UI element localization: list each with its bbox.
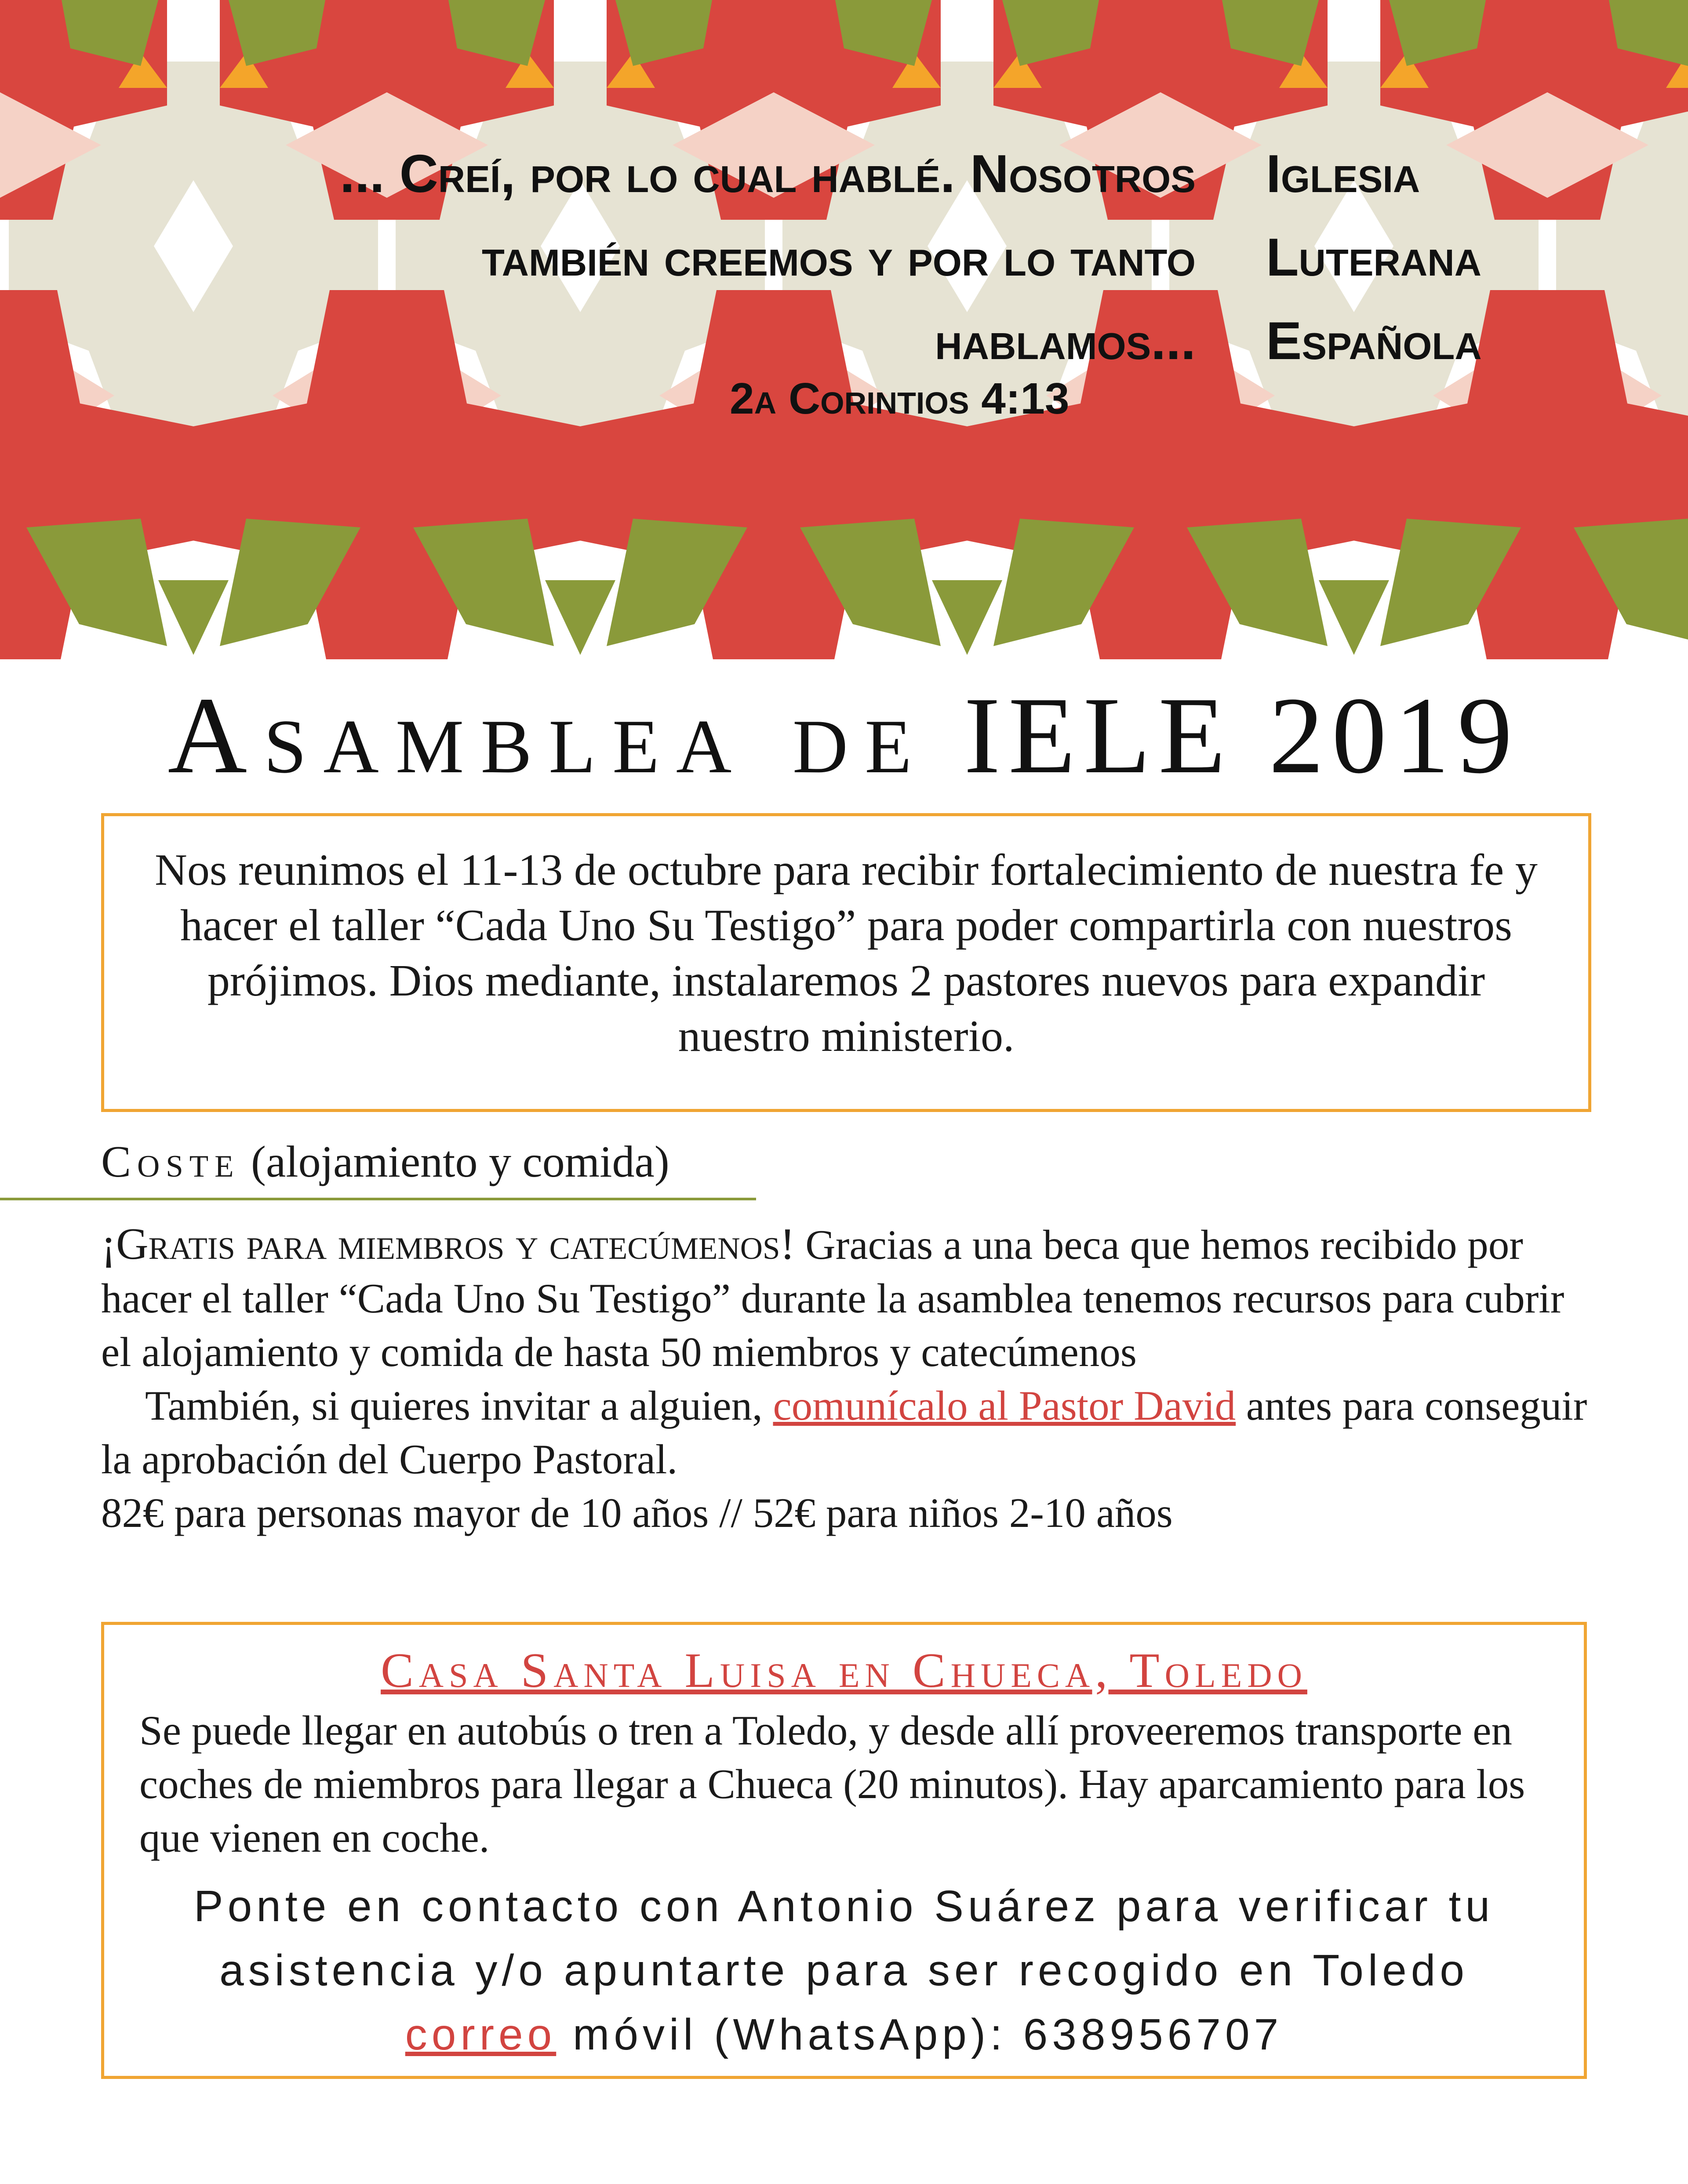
- coste-label: Coste: [101, 1137, 240, 1187]
- coste-heading: [101, 1136, 669, 1188]
- venue-text: Se puede llegar en autobús o tren a Toledo, y desde allí proveeremos transporte en coches de miembros para llegar a Chueca (20 minutos). Hay aparcamiento para los que vienen en coche.: [139, 1707, 1525, 1861]
- contact-pastor-link[interactable]: comunícalo al Pastor David: [773, 1382, 1236, 1429]
- page-title: [0, 672, 1688, 799]
- intro-box: [101, 813, 1591, 1112]
- contact-line-1: Ponte en contacto con Antonio Suárez para verificar tu: [193, 1882, 1495, 1931]
- email-link[interactable]: correo: [405, 2010, 557, 2059]
- coste-para-2: [101, 1379, 1604, 1486]
- contact-line-2: asistencia y/o apuntarte para ser recogido en Toledo: [219, 1946, 1469, 1995]
- phone-text: móvil (WhatsApp): 638956707: [556, 2010, 1283, 2059]
- coste-para-1: [101, 1217, 1604, 1379]
- venue-box: [101, 1622, 1587, 2079]
- coste-para2-after: antes para conseguir la aprobación del Cuerpo Pastoral.: [101, 1382, 1587, 1483]
- coste-para2-before: También, si quieres invitar a alguien,: [145, 1382, 773, 1429]
- intro-text: Nos reunimos el 11-13 de octubre para recibir fortalecimiento de nuestra fe y hacer el taller “Cada Uno Su Testigo” para poder compartirla con nuestros prójimos. Dios mediante, instalaremos 2 pastores nuevos para expandir nuestro ministerio.: [155, 845, 1538, 1061]
- title-part-2: IELE 2019: [964, 675, 1521, 796]
- church-name-line-2: Luterana: [1266, 227, 1482, 287]
- coste-lead: ¡Gratis para miembros y catecúmenos!: [101, 1219, 795, 1269]
- quote-line-2: también creemos y por lo tanto: [482, 227, 1196, 287]
- venue-title: Casa Santa Luisa en Chueca, Toledo: [381, 1643, 1307, 1698]
- quote-line-1: ... Creí, por lo cual hablé. Nosotros: [340, 144, 1196, 204]
- contact-info: [139, 1874, 1549, 2067]
- coste-para1-text: Gracias a una beca que hemos recibido por hacer el taller “Cada Uno Su Testigo” durante la asamblea tenemos recursos para cubrir el alojamiento y comida de hasta 50 miembros y catecúmenos: [101, 1221, 1564, 1375]
- bible-quote: [53, 132, 1196, 382]
- coste-prices: 82€ para personas mayor de 10 años // 52€ para niños 2-10 años: [101, 1490, 1173, 1536]
- title-part-1: Asamblea de: [167, 675, 929, 796]
- church-name: [1266, 132, 1482, 382]
- church-name-line-3: Española: [1266, 311, 1482, 371]
- contact-line-3: [139, 2002, 1549, 2067]
- coste-body: [101, 1217, 1604, 1540]
- section-divider: [0, 1198, 756, 1200]
- coste-sub: (alojamiento y comida): [251, 1137, 669, 1187]
- church-name-line-1: Iglesia: [1266, 144, 1420, 204]
- quote-line-3: hablamos...: [935, 311, 1196, 371]
- quote-reference: 2a Corintios 4:13: [730, 374, 1070, 423]
